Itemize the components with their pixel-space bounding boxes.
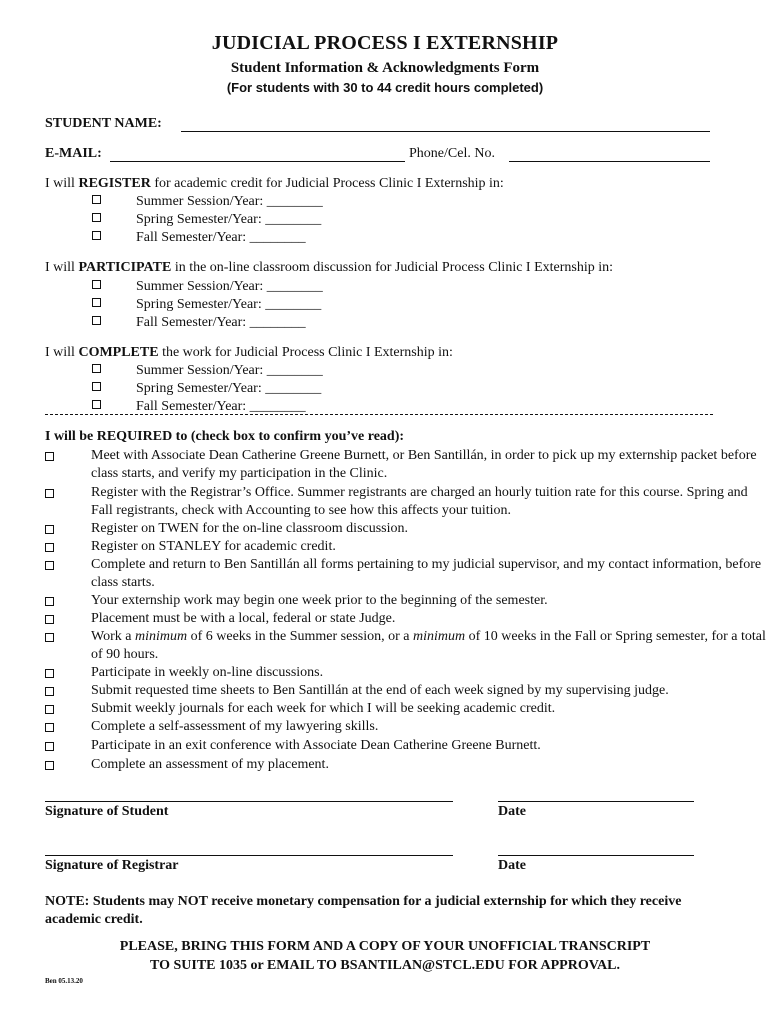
compensation-note: NOTE: Students may NOT receive monetary compensation for a judicial externship for which they receive academic credit. xyxy=(45,894,682,927)
complete-option-spring[interactable] xyxy=(92,381,321,397)
register-intro xyxy=(45,176,504,192)
register-intro-pre: I will xyxy=(45,176,79,191)
student-name-field[interactable] xyxy=(181,131,710,132)
register-option-summer[interactable] xyxy=(92,194,323,210)
option-label: Spring Semester/Year: ________ xyxy=(136,297,322,312)
student-name-row xyxy=(45,116,162,132)
checkbox[interactable] xyxy=(45,687,54,696)
work-ack-emphasis: minimum xyxy=(134,629,188,644)
work-ack-emphasis: minimum xyxy=(413,629,466,644)
student-name-label: STUDENT NAME: xyxy=(45,116,162,131)
required-heading: I will be REQUIRED to (check box to confirm you’ve read): xyxy=(45,429,405,444)
register-option-fall[interactable] xyxy=(92,230,306,246)
registrar-date-field[interactable] xyxy=(498,855,694,856)
ack-text: Your externship work may begin one week prior to the beginning of the semester. xyxy=(91,593,548,608)
form-title: JUDICIAL PROCESS I EXTERNSHIP xyxy=(211,32,559,54)
checkbox[interactable] xyxy=(45,742,54,751)
email-label: E-MAIL: xyxy=(45,146,102,161)
checkbox[interactable] xyxy=(92,400,101,409)
submission-instruction-line-1: PLEASE, BRING THIS FORM AND A COPY OF YOUR UNOFFICIAL TRANSCRIPT xyxy=(119,939,651,954)
ack-text: Placement must be with a local, federal or state Judge. xyxy=(91,611,396,626)
option-label: Spring Semester/Year: ________ xyxy=(136,212,322,227)
ack-text: Meet with Associate Dean Catherine Greene Burnett, or Ben Santillán, in order to pick up my externship packet before class starts, and verify my participation in the Clinic. xyxy=(91,448,757,481)
checkbox[interactable] xyxy=(92,231,101,240)
student-signature-field[interactable] xyxy=(45,801,453,802)
checkbox[interactable] xyxy=(45,597,54,606)
participate-option-fall[interactable] xyxy=(92,315,306,331)
option-label: Spring Semester/Year: ________ xyxy=(136,381,322,396)
option-label: Summer Session/Year: ________ xyxy=(136,279,323,294)
option-label: Fall Semester/Year: ________ xyxy=(136,315,306,330)
ack-text: Submit requested time sheets to Ben Santillán at the end of each week signed by my supervising judge. xyxy=(91,683,669,698)
form-subtitle: Student Information & Acknowledgments Form xyxy=(230,60,540,76)
work-ack-part: of 6 weeks in the Summer session, or a xyxy=(187,629,414,644)
option-label: Fall Semester/Year: ________ xyxy=(136,399,306,414)
option-label: Summer Session/Year: ________ xyxy=(136,363,323,378)
ack-text xyxy=(91,628,770,664)
work-ack-part: of 10 weeks in the Fall or Spring semester, for a total of 90 hours. xyxy=(91,629,766,662)
complete-intro-post: the work for Judicial Process Clinic I Externship in: xyxy=(158,345,453,360)
student-date-field[interactable] xyxy=(498,801,694,802)
ack-text: Submit weekly journals for each week for which I will be seeking academic credit. xyxy=(91,701,556,716)
checkbox[interactable] xyxy=(45,489,54,498)
participate-intro-pre: I will xyxy=(45,260,79,275)
checkbox[interactable] xyxy=(92,195,101,204)
participate-option-summer[interactable] xyxy=(92,279,323,295)
complete-option-summer[interactable] xyxy=(92,363,323,379)
checkbox[interactable] xyxy=(45,543,54,552)
participate-intro-post: in the on-line classroom discussion for Judicial Process Clinic I Externship in: xyxy=(171,260,614,275)
checkbox[interactable] xyxy=(45,633,54,642)
checkbox[interactable] xyxy=(92,382,101,391)
register-intro-post: for academic credit for Judicial Process Clinic I Externship in: xyxy=(150,176,504,191)
checkbox[interactable] xyxy=(45,615,54,624)
work-ack-part: Work a xyxy=(91,629,135,644)
checkbox[interactable] xyxy=(45,723,54,732)
email-row xyxy=(45,146,102,162)
checkbox[interactable] xyxy=(92,213,101,222)
registrar-signature-label: Signature of Registrar xyxy=(45,858,179,873)
ack-text: Participate in an exit conference with Associate Dean Catherine Greene Burnett. xyxy=(91,738,541,753)
ack-text: Register on STANLEY for academic credit. xyxy=(91,539,336,554)
submission-instruction-line-2: TO SUITE 1035 or EMAIL TO BSANTILAN@STCL.EDU FOR APPROVAL. xyxy=(150,958,620,973)
participate-option-spring[interactable] xyxy=(92,297,321,313)
complete-intro-keyword: COMPLETE xyxy=(78,345,159,360)
checkbox[interactable] xyxy=(92,280,101,289)
checkbox[interactable] xyxy=(92,364,101,373)
ack-text: Register on TWEN for the on-line classroom discussion. xyxy=(91,521,409,536)
complete-intro xyxy=(45,345,453,361)
checkbox[interactable] xyxy=(45,705,54,714)
participate-intro-keyword: PARTICIPATE xyxy=(78,260,172,275)
revision-code: Ben 05.13.20 xyxy=(45,977,83,985)
ack-text: Complete an assessment of my placement. xyxy=(91,757,329,772)
ack-text: Participate in weekly on-line discussions. xyxy=(91,665,324,680)
ack-text: Complete and return to Ben Santillán all forms pertaining to my judicial supervisor, and my contact information, before class starts. xyxy=(91,557,762,590)
checkbox[interactable] xyxy=(45,761,54,770)
ack-text: Complete a self-assessment of my lawyering skills. xyxy=(91,719,379,734)
register-option-spring[interactable] xyxy=(92,212,321,228)
checkbox[interactable] xyxy=(45,525,54,534)
registrar-date-label: Date xyxy=(498,858,526,873)
register-intro-keyword: REGISTER xyxy=(78,176,151,191)
option-label: Summer Session/Year: ________ xyxy=(136,194,323,209)
complete-option-fall[interactable] xyxy=(92,399,306,415)
email-field[interactable] xyxy=(110,161,405,162)
checkbox[interactable] xyxy=(92,316,101,325)
option-label: Fall Semester/Year: ________ xyxy=(136,230,306,245)
participate-intro xyxy=(45,260,613,276)
section-divider xyxy=(45,414,713,415)
checkbox[interactable] xyxy=(92,298,101,307)
student-signature-label: Signature of Student xyxy=(45,804,169,819)
checkbox[interactable] xyxy=(45,561,54,570)
phone-label: Phone/Cel. No. xyxy=(409,146,495,161)
phone-field[interactable] xyxy=(509,161,710,162)
checkbox[interactable] xyxy=(45,669,54,678)
complete-intro-pre: I will xyxy=(45,345,79,360)
registrar-signature-field[interactable] xyxy=(45,855,453,856)
checkbox[interactable] xyxy=(45,452,54,461)
student-date-label: Date xyxy=(498,804,526,819)
form-eligibility-note: (For students with 30 to 44 credit hours completed) xyxy=(226,80,544,95)
ack-text: Register with the Registrar’s Office. Summer registrants are charged an hourly tuition rate for this course. Spring and Fall registrants, check with Accounting to see how this affects your tuition. xyxy=(91,485,748,518)
